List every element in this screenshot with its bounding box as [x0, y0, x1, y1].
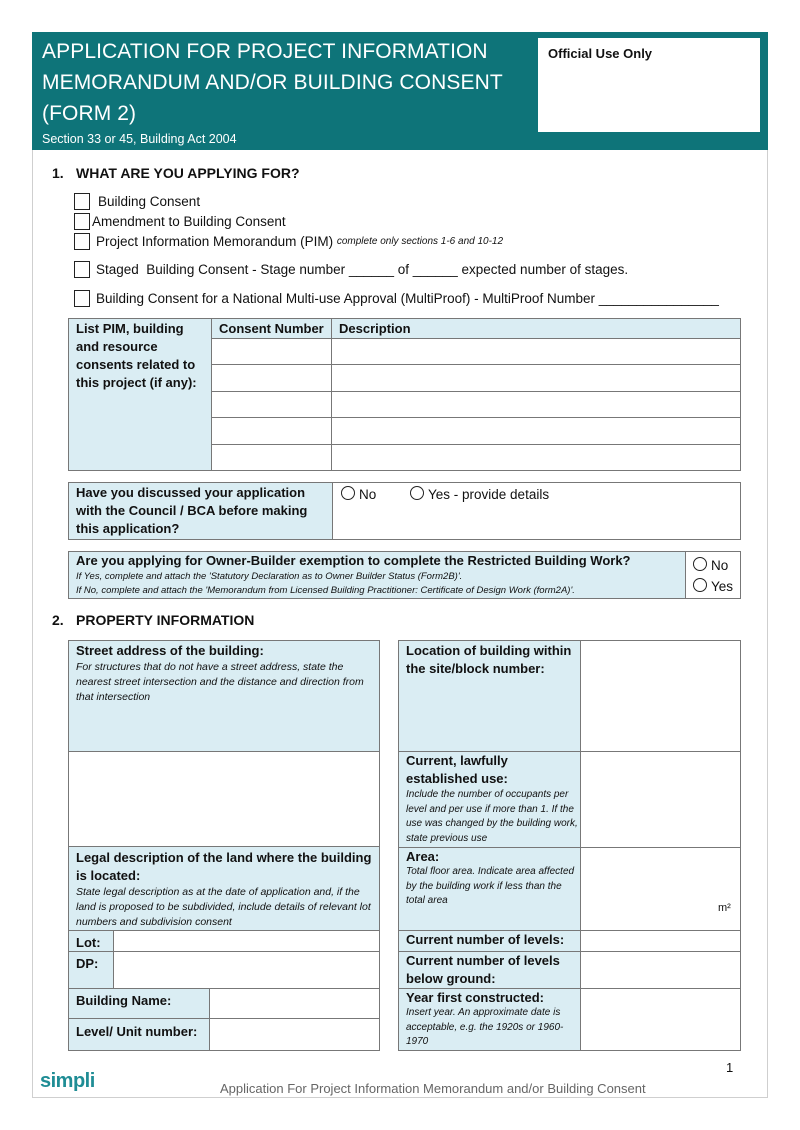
description-input-3[interactable] [332, 392, 740, 417]
discussed-yes-option[interactable] [410, 486, 549, 502]
checkbox[interactable] [74, 261, 90, 278]
discussed-label-cell [69, 483, 332, 539]
property-left-table [68, 640, 380, 1051]
checkbox[interactable] [74, 290, 90, 307]
form-subtitle: Section 33 or 45, Building Act 2004 [42, 132, 237, 146]
simpli-logo: simpli [40, 1070, 95, 1092]
radio-yes[interactable] [410, 486, 424, 500]
location-label: Location of building within the site/block number: [406, 643, 572, 676]
use-help: Include the number of occupants per level and per use if more than 1. If the use was changed by the building work, state previous use [406, 789, 578, 844]
consent-number-input-2[interactable] [212, 365, 331, 391]
option-label: Building Consent for a National Multi-use Approval (MultiProof) - MultiProof Number ________________ [96, 291, 719, 306]
official-use-label: Official Use Only [548, 46, 653, 61]
owner-builder-note-yes: If Yes, complete and attach the 'Statutory Declaration as to Owner Builder Status (Form2B)'. [76, 571, 463, 582]
form-title [42, 36, 503, 129]
option-label: Staged Building Consent - Stage number ______ of ______ expected number of stages. [96, 262, 629, 277]
section-title: WHAT ARE YOU APPLYING FOR? [76, 165, 300, 181]
option-pim[interactable] [74, 233, 503, 250]
checkbox[interactable] [74, 193, 90, 210]
option-staged[interactable] [74, 261, 628, 278]
levels-below-label: Current number of levels below ground: [406, 953, 560, 986]
current-use-input[interactable] [581, 752, 740, 847]
legal-help: State legal description as at the date of application and, if the land is proposed to be subdivided, include details of relevant lot numbers and subdivision consent [76, 886, 371, 928]
year-help: Insert year. An approximate date is acceptable, e.g. the 1920s or 1960-1970 [406, 1007, 564, 1047]
legal-label-cell [69, 847, 379, 930]
description-input-5[interactable] [332, 445, 740, 470]
year-input[interactable] [581, 989, 740, 1050]
street-address-input[interactable] [69, 752, 379, 846]
title-line-2: MEMORANDUM AND/OR BUILDING CONSENT [42, 71, 503, 94]
street-help: For structures that do not have a street address, state the nearest street intersection and the distance and direction from that intersection [76, 661, 364, 703]
lot-input[interactable] [114, 931, 379, 951]
owner-builder-question: Are you applying for Owner-Builder exemption to complete the Restricted Building Work? [76, 553, 631, 568]
radio-label: No [359, 487, 377, 502]
street-label: Street address of the building: [76, 643, 264, 658]
consent-number-input-3[interactable] [212, 392, 331, 417]
owner-builder-row [68, 551, 741, 599]
dp-label: DP: [76, 956, 99, 971]
lot-label: Lot: [76, 935, 101, 950]
option-building-consent[interactable] [74, 193, 200, 210]
radio-label: Yes - provide details [428, 487, 550, 502]
levels-input[interactable] [581, 931, 740, 951]
radio-yes[interactable] [693, 578, 707, 592]
radio-label: No [711, 558, 729, 573]
radio-no[interactable] [693, 557, 707, 571]
option-label: Building Consent [98, 194, 201, 209]
option-label: Amendment to Building Consent [92, 214, 286, 229]
page-number: 1 [726, 1060, 734, 1075]
description-input-2[interactable] [332, 365, 740, 391]
description-input-4[interactable] [332, 418, 740, 444]
area-label: Area: [406, 849, 440, 864]
year-label: Year first constructed: [406, 990, 544, 1005]
section-number: 2. [52, 612, 64, 628]
option-multiproof[interactable] [74, 290, 719, 307]
area-unit: m² [718, 902, 731, 914]
section-1-heading [52, 165, 300, 181]
level-unit-input[interactable] [210, 1019, 379, 1050]
description-input-1[interactable] [332, 339, 740, 364]
title-line-3: (FORM 2) [42, 102, 137, 125]
col-description: Description [339, 321, 411, 336]
building-name-label: Building Name: [76, 993, 172, 1008]
area-help: Total floor area. Indicate area affected by the building work if less than the total area [406, 866, 575, 906]
building-name-input[interactable] [210, 989, 379, 1018]
owner-builder-yes-option[interactable] [693, 578, 733, 594]
property-right-table [398, 640, 741, 1051]
levels-label: Current number of levels: [406, 932, 565, 947]
form-header [32, 32, 768, 150]
option-label: Project Information Memorandum (PIM) [96, 234, 334, 249]
option-amendment[interactable] [74, 213, 286, 230]
radio-no[interactable] [341, 486, 355, 500]
footer-text: Application For Project Information Memorandum and/or Building Consent [220, 1081, 646, 1096]
area-input[interactable] [581, 848, 740, 930]
official-use-box [538, 38, 760, 132]
discussed-question-row [68, 482, 741, 540]
consents-table [68, 318, 741, 471]
level-unit-label: Level/ Unit number: [76, 1024, 198, 1039]
consent-number-input-4[interactable] [212, 418, 331, 444]
section-number: 1. [52, 165, 64, 181]
owner-builder-label-cell [69, 552, 685, 598]
title-line-1: APPLICATION FOR PROJECT INFORMATION [42, 40, 488, 63]
checkbox[interactable] [74, 233, 90, 250]
consents-label-cell [69, 319, 211, 470]
street-label-cell [69, 641, 379, 751]
option-note: complete only sections 1-6 and 10-12 [336, 236, 504, 247]
dp-input[interactable] [114, 952, 379, 988]
legal-label: Legal description of the land where the building is located: [76, 850, 372, 883]
consent-number-input-5[interactable] [212, 445, 331, 470]
section-2-heading [52, 612, 254, 628]
section-title: PROPERTY INFORMATION [76, 612, 255, 628]
discussed-question: Have you discussed your application with the Council / BCA before making this application? [76, 485, 308, 536]
consents-label: List PIM, building and resource consents related to this project (if any): [76, 321, 197, 390]
levels-below-input[interactable] [581, 952, 740, 988]
use-label: Current, lawfully established use: [406, 753, 508, 786]
consent-number-input-1[interactable] [212, 339, 331, 364]
checkbox[interactable] [74, 213, 90, 230]
discussed-no-option[interactable] [341, 486, 376, 502]
owner-builder-note-no: If No, complete and attach the 'Memorandum from Licensed Building Practitioner: Certificate of Design Work (form2A)'. [76, 585, 575, 596]
location-input[interactable] [581, 641, 740, 751]
owner-builder-no-option[interactable] [693, 557, 728, 573]
radio-label: Yes [711, 579, 734, 594]
col-consent-number: Consent Number [219, 321, 324, 336]
